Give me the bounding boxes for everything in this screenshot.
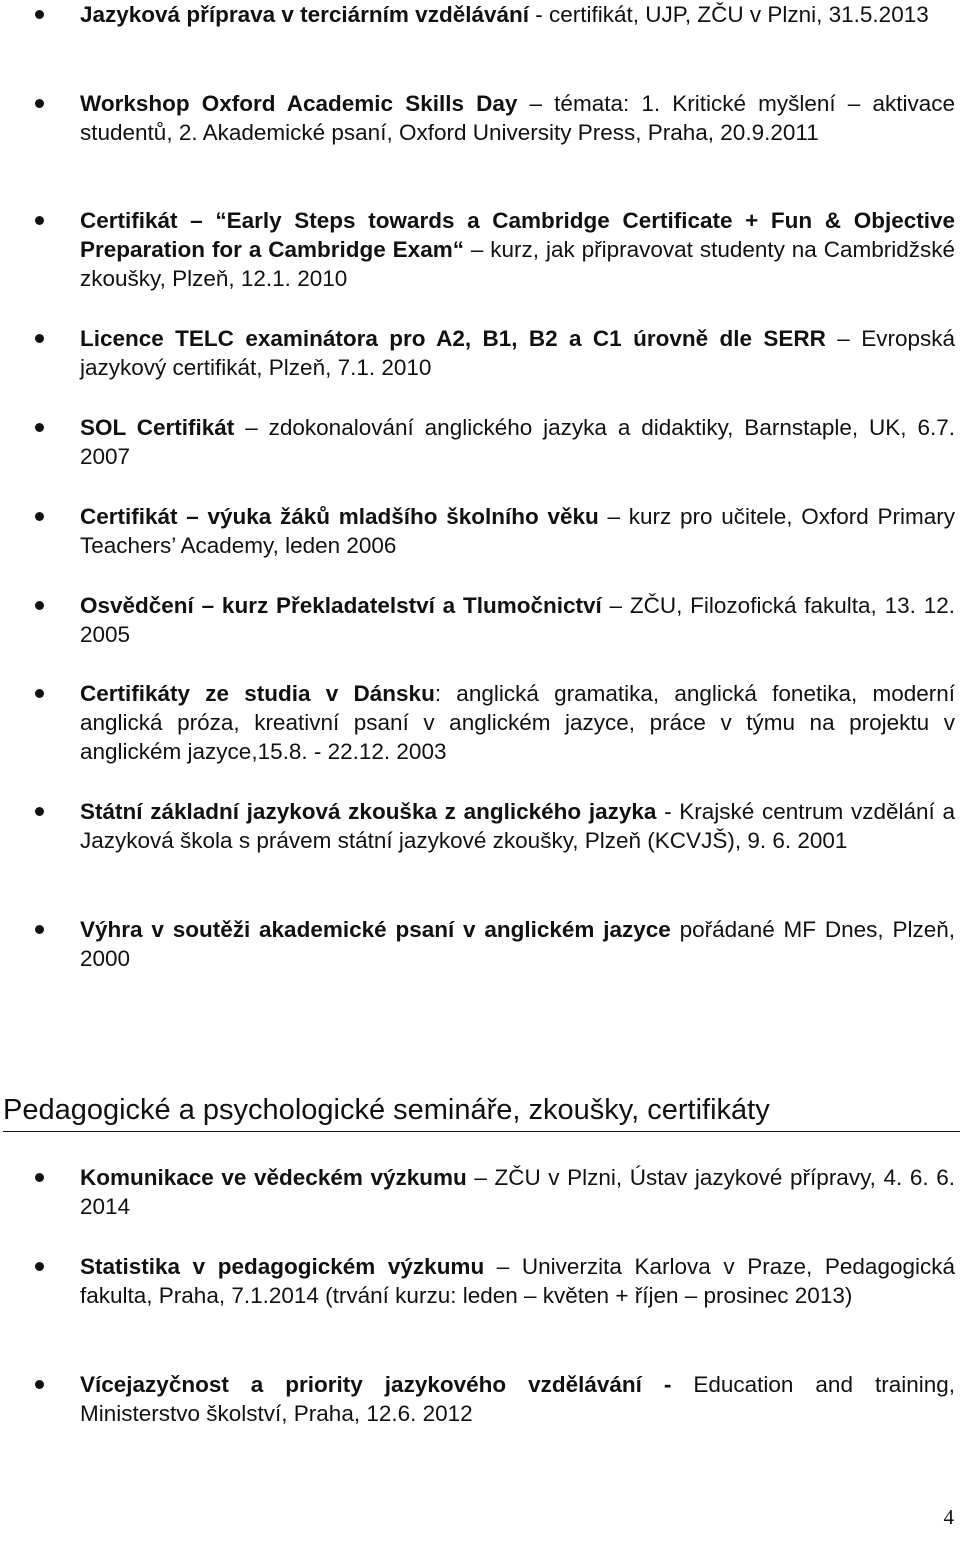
item-title: Licence TELC examinátora pro A2, B1, B2 a C1 úrovně dle SERR: [80, 326, 826, 351]
item-detail: – ZČU, Filozofická fakulta, 13. 12. 2005: [80, 593, 955, 647]
list-item: [80, 679, 955, 766]
item-title: Výhra v soutěži akademické psaní v anglickém jazyce: [80, 917, 671, 942]
bullet: [35, 1380, 44, 1389]
bullet: [35, 1262, 44, 1271]
list-item: [80, 1370, 955, 1428]
item-title: Workshop Oxford Academic Skills Day: [80, 91, 518, 116]
item-detail: - certifikát, UJP, ZČU v Plzni, 31.5.2013: [529, 2, 929, 27]
list-item: [80, 1163, 955, 1221]
list-item: [80, 915, 955, 973]
item-detail: pořádané MF Dnes, Plzeň, 2000: [80, 917, 955, 971]
item-detail: – ZČU v Plzni, Ústav jazykové přípravy, 4. 6. 6. 2014: [80, 1165, 956, 1219]
item-detail: – Univerzita Karlova v Praze, Pedagogická fakulta, Praha, 7.1.2014 (trvání kurzu: leden – květen + říjen – prosinec 2013): [80, 1254, 955, 1308]
bullet: [35, 689, 44, 698]
bullet: [35, 601, 44, 610]
list-item: [80, 1252, 955, 1310]
bullet: [35, 1173, 44, 1182]
item-title: Komunikace ve vědeckém výzkumu: [80, 1165, 467, 1190]
item-detail: – kurz, jak připravovat studenty na Cambridžské zkoušky, Plzeň, 12.1. 2010: [80, 237, 955, 291]
list-item: [80, 502, 955, 560]
item-detail: – zdokonalování anglického jazyka a didaktiky, Barnstaple, UK, 6.7. 2007: [80, 415, 955, 469]
bullet: [35, 10, 44, 19]
item-title: Certifikát – “Early Steps towards a Cambridge Certificate + Fun & Objective Preparation for a Cambridge Exam“: [80, 208, 955, 262]
item-detail: - Krajské centrum vzdělání a Jazyková škola s právem státní jazykové zkoušky, Plzeň (KCVJŠ), 9. 6. 2001: [80, 799, 955, 853]
list-item: [80, 0, 955, 29]
list-item: [80, 413, 955, 471]
list-item: [80, 797, 955, 855]
bullet: [35, 216, 44, 225]
page-number: 4: [943, 1505, 954, 1529]
item-title: Státní základní jazyková zkouška z anglického jazyka: [80, 799, 657, 824]
list-item: [80, 89, 955, 147]
item-detail: – kurz pro učitele, Oxford Primary Teachers’ Academy, leden 2006: [80, 504, 955, 558]
item-title: Statistika v pedagogickém výzkumu: [80, 1254, 485, 1279]
bullet: [35, 925, 44, 934]
bullet: [35, 512, 44, 521]
item-detail: Education and training, Ministerstvo školství, Praha, 12.6. 2012: [80, 1372, 955, 1426]
list-item: [80, 591, 955, 649]
list-item: [80, 206, 955, 293]
item-title: Certifikáty ze studia v Dánsku: [80, 681, 435, 706]
bullet: [35, 334, 44, 343]
item-title: Certifikát – výuka žáků mladšího školního věku: [80, 504, 599, 529]
item-title: Osvědčení – kurz Překladatelství a Tlumočnictví: [80, 593, 602, 618]
item-title: SOL Certifikát: [80, 415, 235, 440]
item-detail: – témata: 1. Kritické myšlení – aktivace studentů, 2. Akademické psaní, Oxford University Press, Praha, 20.9.2011: [80, 91, 955, 145]
item-title: Vícejazyčnost a priority jazykového vzdělávání -: [80, 1372, 672, 1397]
bullet: [35, 807, 44, 816]
list-item: [80, 324, 955, 382]
item-detail: : anglická gramatika, anglická fonetika, moderní anglická próza, kreativní psaní v anglickém jazyce, práce v týmu na projektu v anglickém jazyce,15.8. - 22.12. 2003: [80, 681, 955, 764]
item-detail: – Evropská jazykový certifikát, Plzeň, 7.1. 2010: [80, 326, 955, 380]
section-heading: Pedagogické a psychologické semináře, zkoušky, certifikáty: [3, 1092, 960, 1132]
bullet: [35, 423, 44, 432]
item-title: Jazyková příprava v terciárním vzdělávání: [80, 2, 529, 27]
bullet: [35, 99, 44, 108]
